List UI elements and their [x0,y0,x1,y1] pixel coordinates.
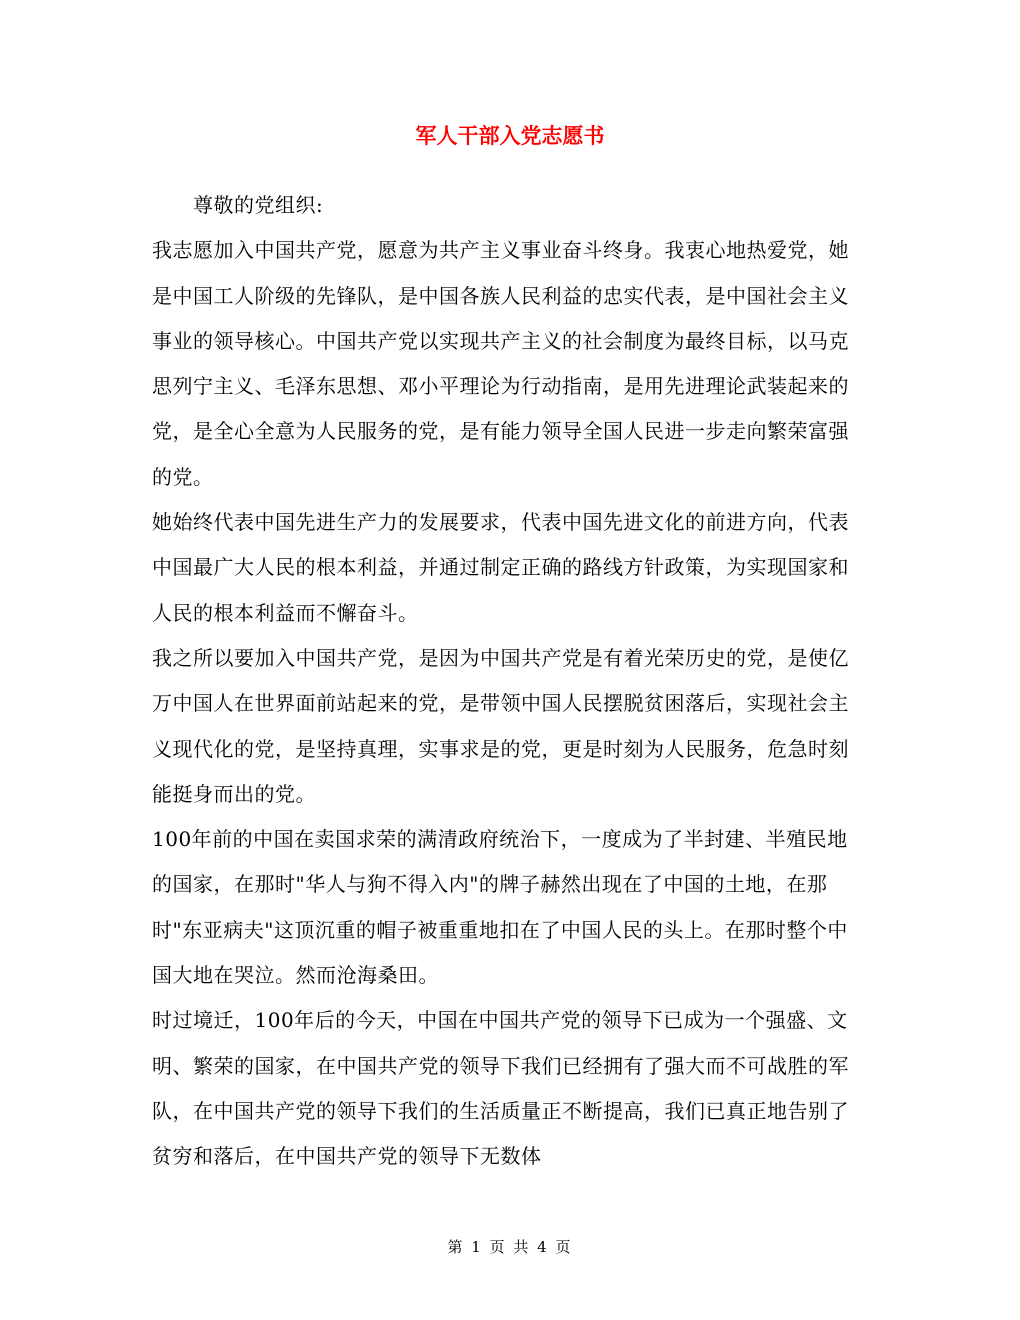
paragraph: 我志愿加入中国共产党，愿意为共产主义事业奋斗终身。我衷心地热爱党，她是中国工人阶级的先锋队，是中国各族人民利益的忠实代表，是中国社会主义事业的领导核心。中国共产党以实现共产主义的社会制度为最终目标，以马克思列宁主义、毛泽东思想、邓小平理论为行动指南，是用先进理论武装起来的党，是全心全意为人民服务的党，是有能力领导全国人民进一步走向繁荣富强的党。 [152,238,849,489]
page-label-prefix: 第 [447,1238,465,1256]
page-label-suffix: 页 [555,1238,573,1256]
current-page-number: 1 [471,1238,483,1256]
paragraph: 时过境迁，100年后的今天，中国在中国共产党的领导下已成为一个强盛、文明、繁荣的国家，在中国共产党的领导下我们已经拥有了强大而不可战胜的军队，在中国共产党的领导下我们的生活质量正不断提高，我们已真正地告别了贫穷和落后，在中国共产党的领导下无数体 [152,1008,849,1169]
page-label-mid: 页 共 [489,1238,531,1256]
salutation: 尊敬的党组织: [193,193,324,217]
document-body [152,183,858,1180]
paragraph: 她始终代表中国先进生产力的发展要求，代表中国先进文化的前进方向，代表中国最广大人民的根本利益，并通过制定正确的路线方针政策，为实现国家和人民的根本利益而不懈奋斗。 [152,510,849,625]
page-footer [0,1236,1020,1258]
document-title: 军人干部入党志愿书 [415,123,605,148]
paragraph: 我之所以要加入中国共产党，是因为中国共产党是有着光荣历史的党，是使亿万中国人在世界面前站起来的党，是带领中国人民摆脱贫困落后，实现社会主义现代化的党，是坚持真理，实事求是的党，更是时刻为人民服务，危急时刻能挺身而出的党。 [152,645,849,806]
paragraph: 100年前的中国在卖国求荣的满清政府统治下，一度成为了半封建、半殖民地的国家，在那时"华人与狗不得入内"的牌子赫然出现在了中国的土地，在那时"东亚病夫"这顶沉重的帽子被重重地扣在了中国人民的头上。在那时整个中国大地在哭泣。然而沧海桑田。 [152,827,848,988]
total-pages-number: 4 [537,1238,549,1256]
